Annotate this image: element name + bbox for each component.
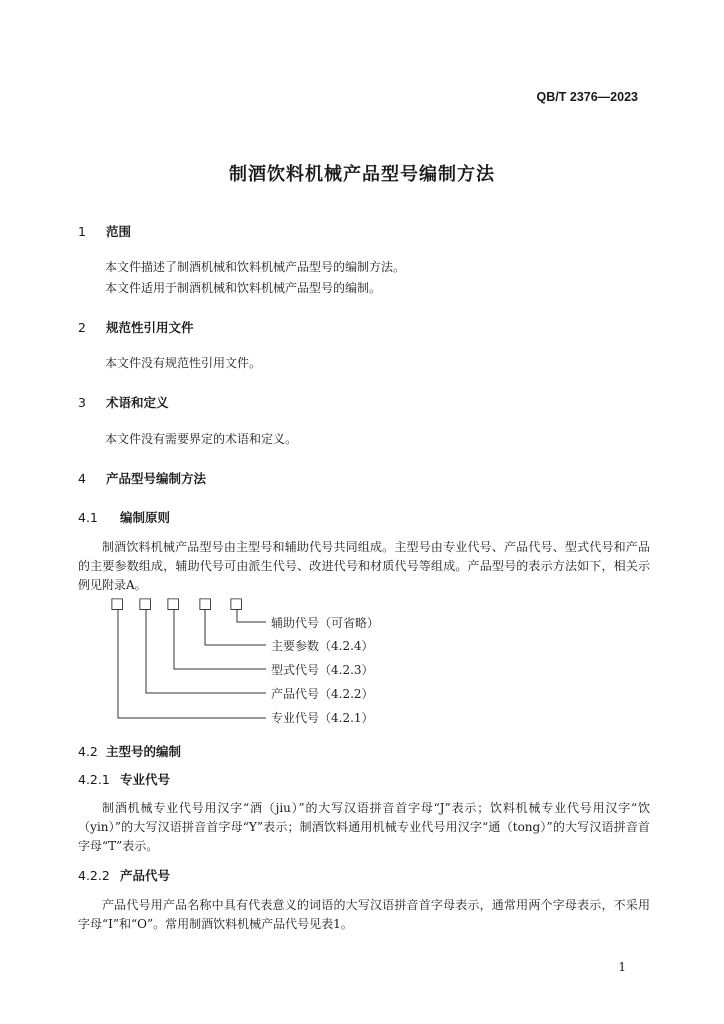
section-number: 4 (78, 471, 86, 486)
code-label: 专业代号（4.2.1） (271, 711, 374, 725)
leader-line (205, 610, 266, 645)
code-label: 产品代号（4.2.2） (271, 687, 374, 701)
section-number: 4.1 (78, 510, 98, 525)
paragraph: 产品代号用产品名称中具有代表意义的词语的大写汉语拼音首字母表示，通常用两个字母表示，不采用字母“I”和“O”。常用制酒饮料机械产品代号见表1。 (78, 898, 650, 931)
paragraph: 制酒饮料机械产品型号由主型号和辅助代号共同组成。主型号由专业代号、产品代号、型式代号和产品的主要参数组成，辅助代号可由派生代号、改进代号和材质代号等组成。产品型号的表示方法如下，相关示例见附录A。 (78, 540, 650, 592)
code-box: □ (198, 594, 213, 612)
document-title: 制酒饮料机械产品型号编制方法 (229, 164, 495, 185)
section-title: 范围 (106, 224, 132, 239)
standard-number: QB/T 2376—2023 (536, 90, 638, 104)
page-number: 1 (618, 960, 626, 974)
code-box: □ (110, 594, 125, 612)
paragraph: 本文件没有需要界定的术语和定义。 (105, 432, 298, 446)
section-title: 编制原则 (120, 510, 171, 525)
section-number: 2 (78, 320, 86, 335)
section-title: 术语和定义 (106, 395, 169, 410)
leader-line (118, 610, 266, 718)
paragraph: 本文件没有规范性引用文件。 (105, 356, 262, 370)
paragraph: 本文件适用于制酒机械和饮料机械产品型号的编制。 (105, 281, 382, 295)
section-4-2-heading (78, 742, 181, 760)
section-number: 1 (78, 224, 86, 239)
leader-line (174, 610, 266, 669)
section-title: 产品代号 (120, 868, 171, 883)
paragraph: 制酒机械专业代号用汉字“酒（jiu）”的大写汉语拼音首字母“J”表示；饮料机械专业代号用汉字“饮（yin）”的大写汉语拼音首字母“Y”表示；制酒饮料通用机械专业代号用汉字“通（tong）”的大写汉语拼音首字母“T”表示。 (78, 801, 650, 853)
section-title: 专业代号 (120, 772, 171, 787)
section-4-2-2-heading (78, 866, 170, 884)
section-number: 4.2.1 (78, 772, 110, 787)
section-number: 4.2 (78, 744, 98, 759)
code-box: □ (166, 594, 181, 612)
section-title: 主型号的编制 (106, 744, 182, 759)
section-number: 3 (78, 395, 86, 410)
section-4-2-1-heading (78, 770, 170, 788)
section-title: 产品型号编制方法 (106, 471, 207, 486)
paragraph: 本文件描述了制酒机械和饮料机械产品型号的编制方法。 (105, 260, 406, 274)
section-number: 4.2.2 (78, 868, 110, 883)
code-label: 辅助代号（可省略） (271, 616, 380, 630)
section-title: 规范性引用文件 (106, 320, 194, 335)
code-label: 主要参数（4.2.4） (271, 639, 374, 653)
code-box: □ (138, 594, 153, 612)
code-label: 型式代号（4.2.3） (271, 663, 374, 677)
code-box: □ (229, 594, 244, 612)
